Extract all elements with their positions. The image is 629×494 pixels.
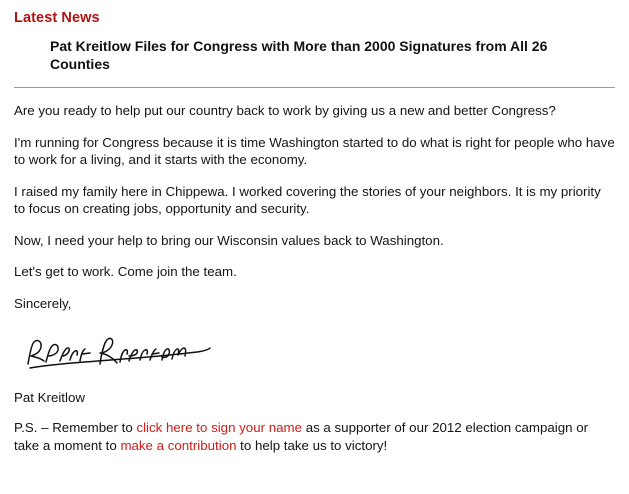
body-paragraph-6: Sincerely, [14,295,72,311]
body-paragraph-2: I'm running for Congress because it is time Washington started to do what is right for people who have to work for a living, and it starts with the economy. [14,134,615,168]
signature-image [22,330,615,382]
postscript [14,419,615,454]
postscript-middle: as a supporter of our 2012 election campaign or take a moment to [14,420,589,453]
body-paragraph-4: Now, I need your help to bring our Wisconsin values back to Washington. [14,232,444,248]
header-divider [14,87,615,88]
make-a-contribution-link[interactable]: make a contribution [120,437,237,453]
postscript-suffix: to help take us to victory! [236,437,388,453]
postscript-prefix: P.S. – Remember to [14,420,137,436]
body-paragraph-5: Let's get to work. Come join the team. [14,264,237,280]
signature-name: Pat Kreitlow [14,390,85,406]
body-paragraph-3: I raised my family here in Chippewa. I worked covering the stories of your neighbors. It is my priority to focus on creating jobs, opportunity and security. [14,183,601,217]
handwritten-signature-icon [22,330,222,378]
body-paragraph-1: Are you ready to help put our country back to work by giving us a new and better Congress? [14,103,556,118]
letter-body [14,102,615,312]
latest-news-label: Latest News [14,10,100,26]
page-title: Pat Kreitlow Files for Congress with More than 2000 Signatures from All 26 Counties [50,38,548,72]
sign-your-name-link[interactable]: click here to sign your name [136,420,302,436]
